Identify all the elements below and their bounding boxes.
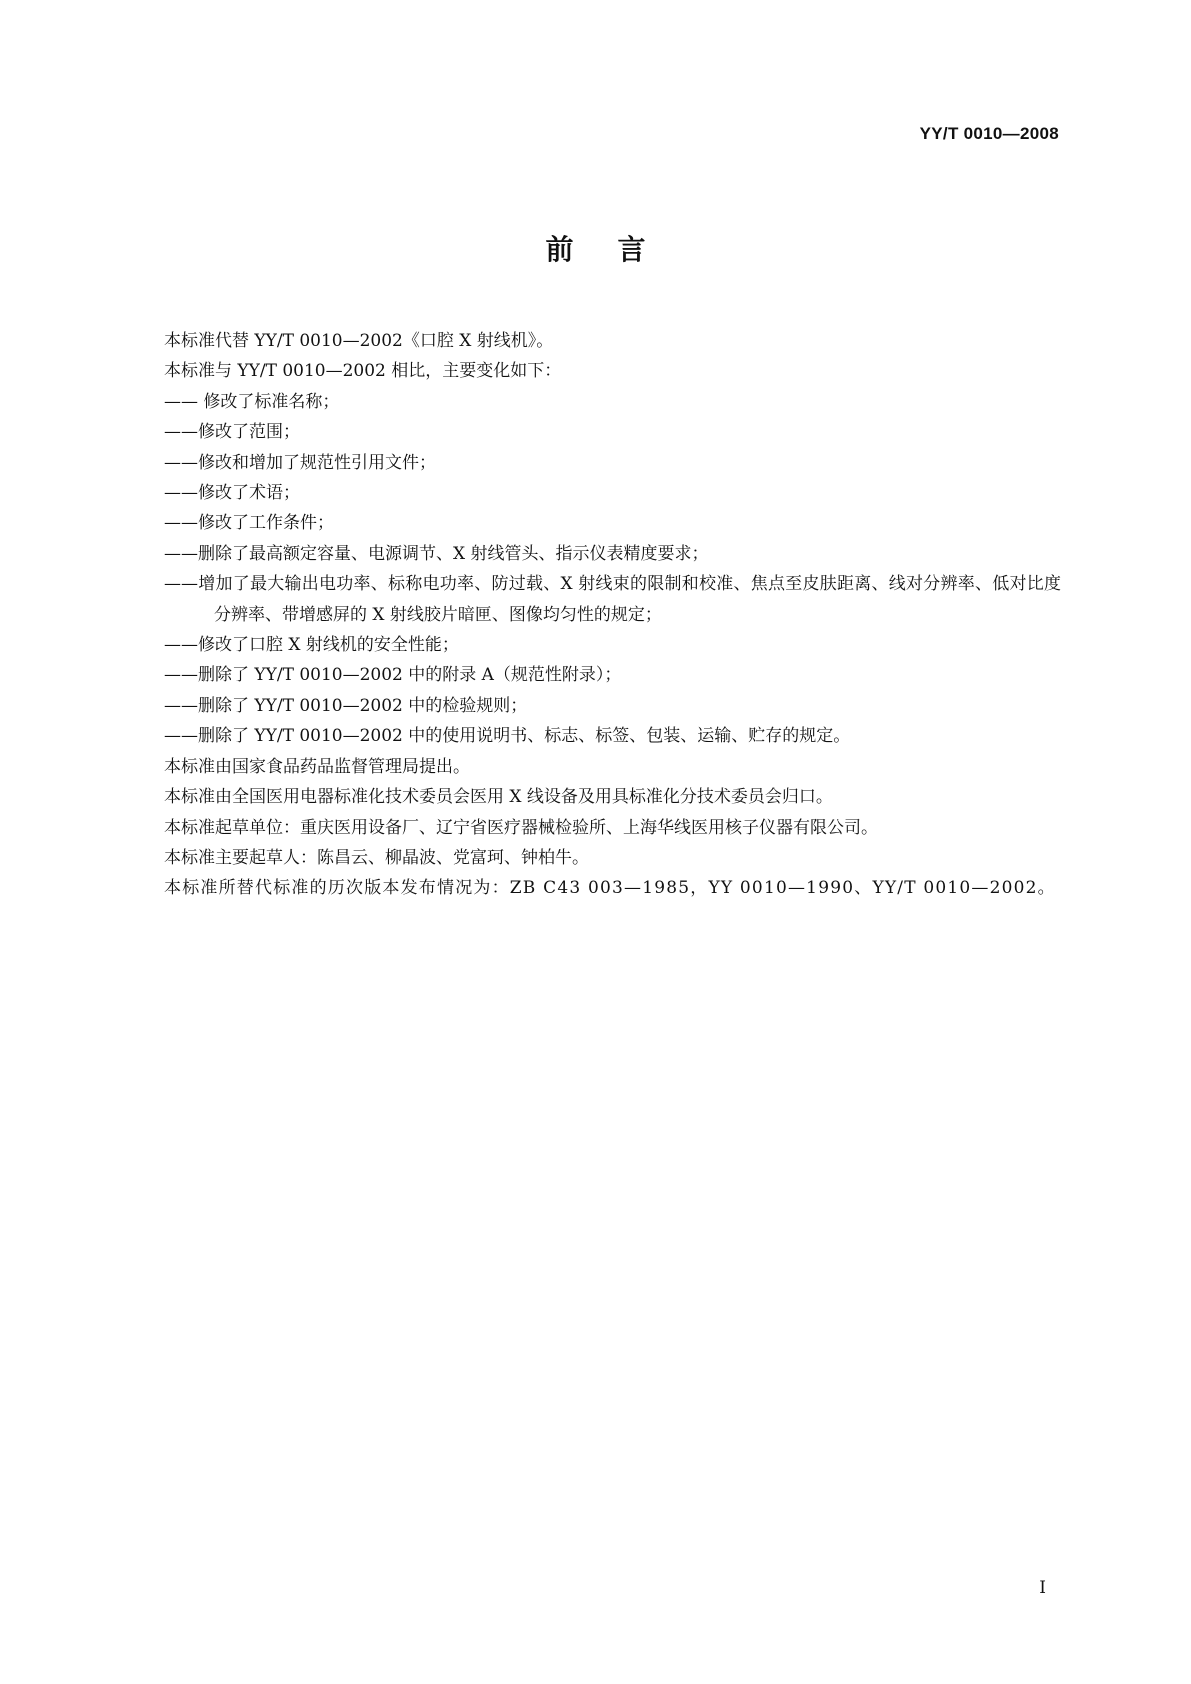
page-number: I: [1039, 1578, 1046, 1598]
paragraph-drafters: 本标准主要起草人：陈昌云、柳晶波、党富珂、钟柏牛。: [164, 847, 589, 868]
change-item: ——删除了 YY/T 0010—2002 中的检验规则；: [164, 695, 528, 716]
paragraph-drafting-units: 本标准起草单位：重庆医用设备厂、辽宁省医疗器械检验所、上海华线医用核子仪器有限公司。: [164, 817, 878, 838]
change-item: ——修改和增加了规范性引用文件；: [164, 452, 436, 473]
standard-code: YY/T 0010—2008: [919, 124, 1059, 143]
change-item: ——增加了最大输出电功率、标称电功率、防过载、X 射线束的限制和校准、焦点至皮肤距离、线对分辨率、低对比度分辨率、带增感屏的 X 射线胶片暗匣、图像均匀性的规定；: [164, 574, 1061, 625]
change-item: —— 修改了标准名称；: [164, 391, 340, 412]
change-item: ——修改了术语；: [164, 483, 300, 504]
change-item: ——删除了 YY/T 0010—2002 中的使用说明书、标志、标签、包装、运输、贮存的规定。: [164, 726, 851, 747]
paragraph-history: 本标准所替代标准的历次版本发布情况为：ZB C43 003—1985，YY 0010—1990、YY/T 0010—2002。: [164, 878, 1056, 899]
page-title: 前言: [545, 233, 690, 266]
paragraph-proposer: 本标准由国家食品药品监督管理局提出。: [164, 756, 470, 777]
changes-list: [130, 387, 1061, 752]
change-item: ——修改了工作条件；: [164, 513, 334, 534]
change-item: ——删除了 YY/T 0010—2002 中的附录 A（规范性附录）；: [164, 665, 622, 686]
paragraph-compare: 本标准与 YY/T 0010—2002 相比，主要变化如下：: [164, 361, 562, 382]
change-item: ——删除了最高额定容量、电源调节、X 射线管头、指示仪表精度要求；: [164, 543, 709, 564]
paragraph-committee: 本标准由全国医用电器标准化技术委员会医用 X 线设备及用具标准化分技术委员会归口。: [164, 787, 833, 808]
document-body: [130, 326, 1061, 904]
change-item: ——修改了口腔 X 射线机的安全性能；: [164, 635, 459, 656]
paragraph-replace: 本标准代替 YY/T 0010—2002《口腔 X 射线机》。: [164, 331, 554, 351]
change-item: ——修改了范围；: [164, 422, 300, 443]
